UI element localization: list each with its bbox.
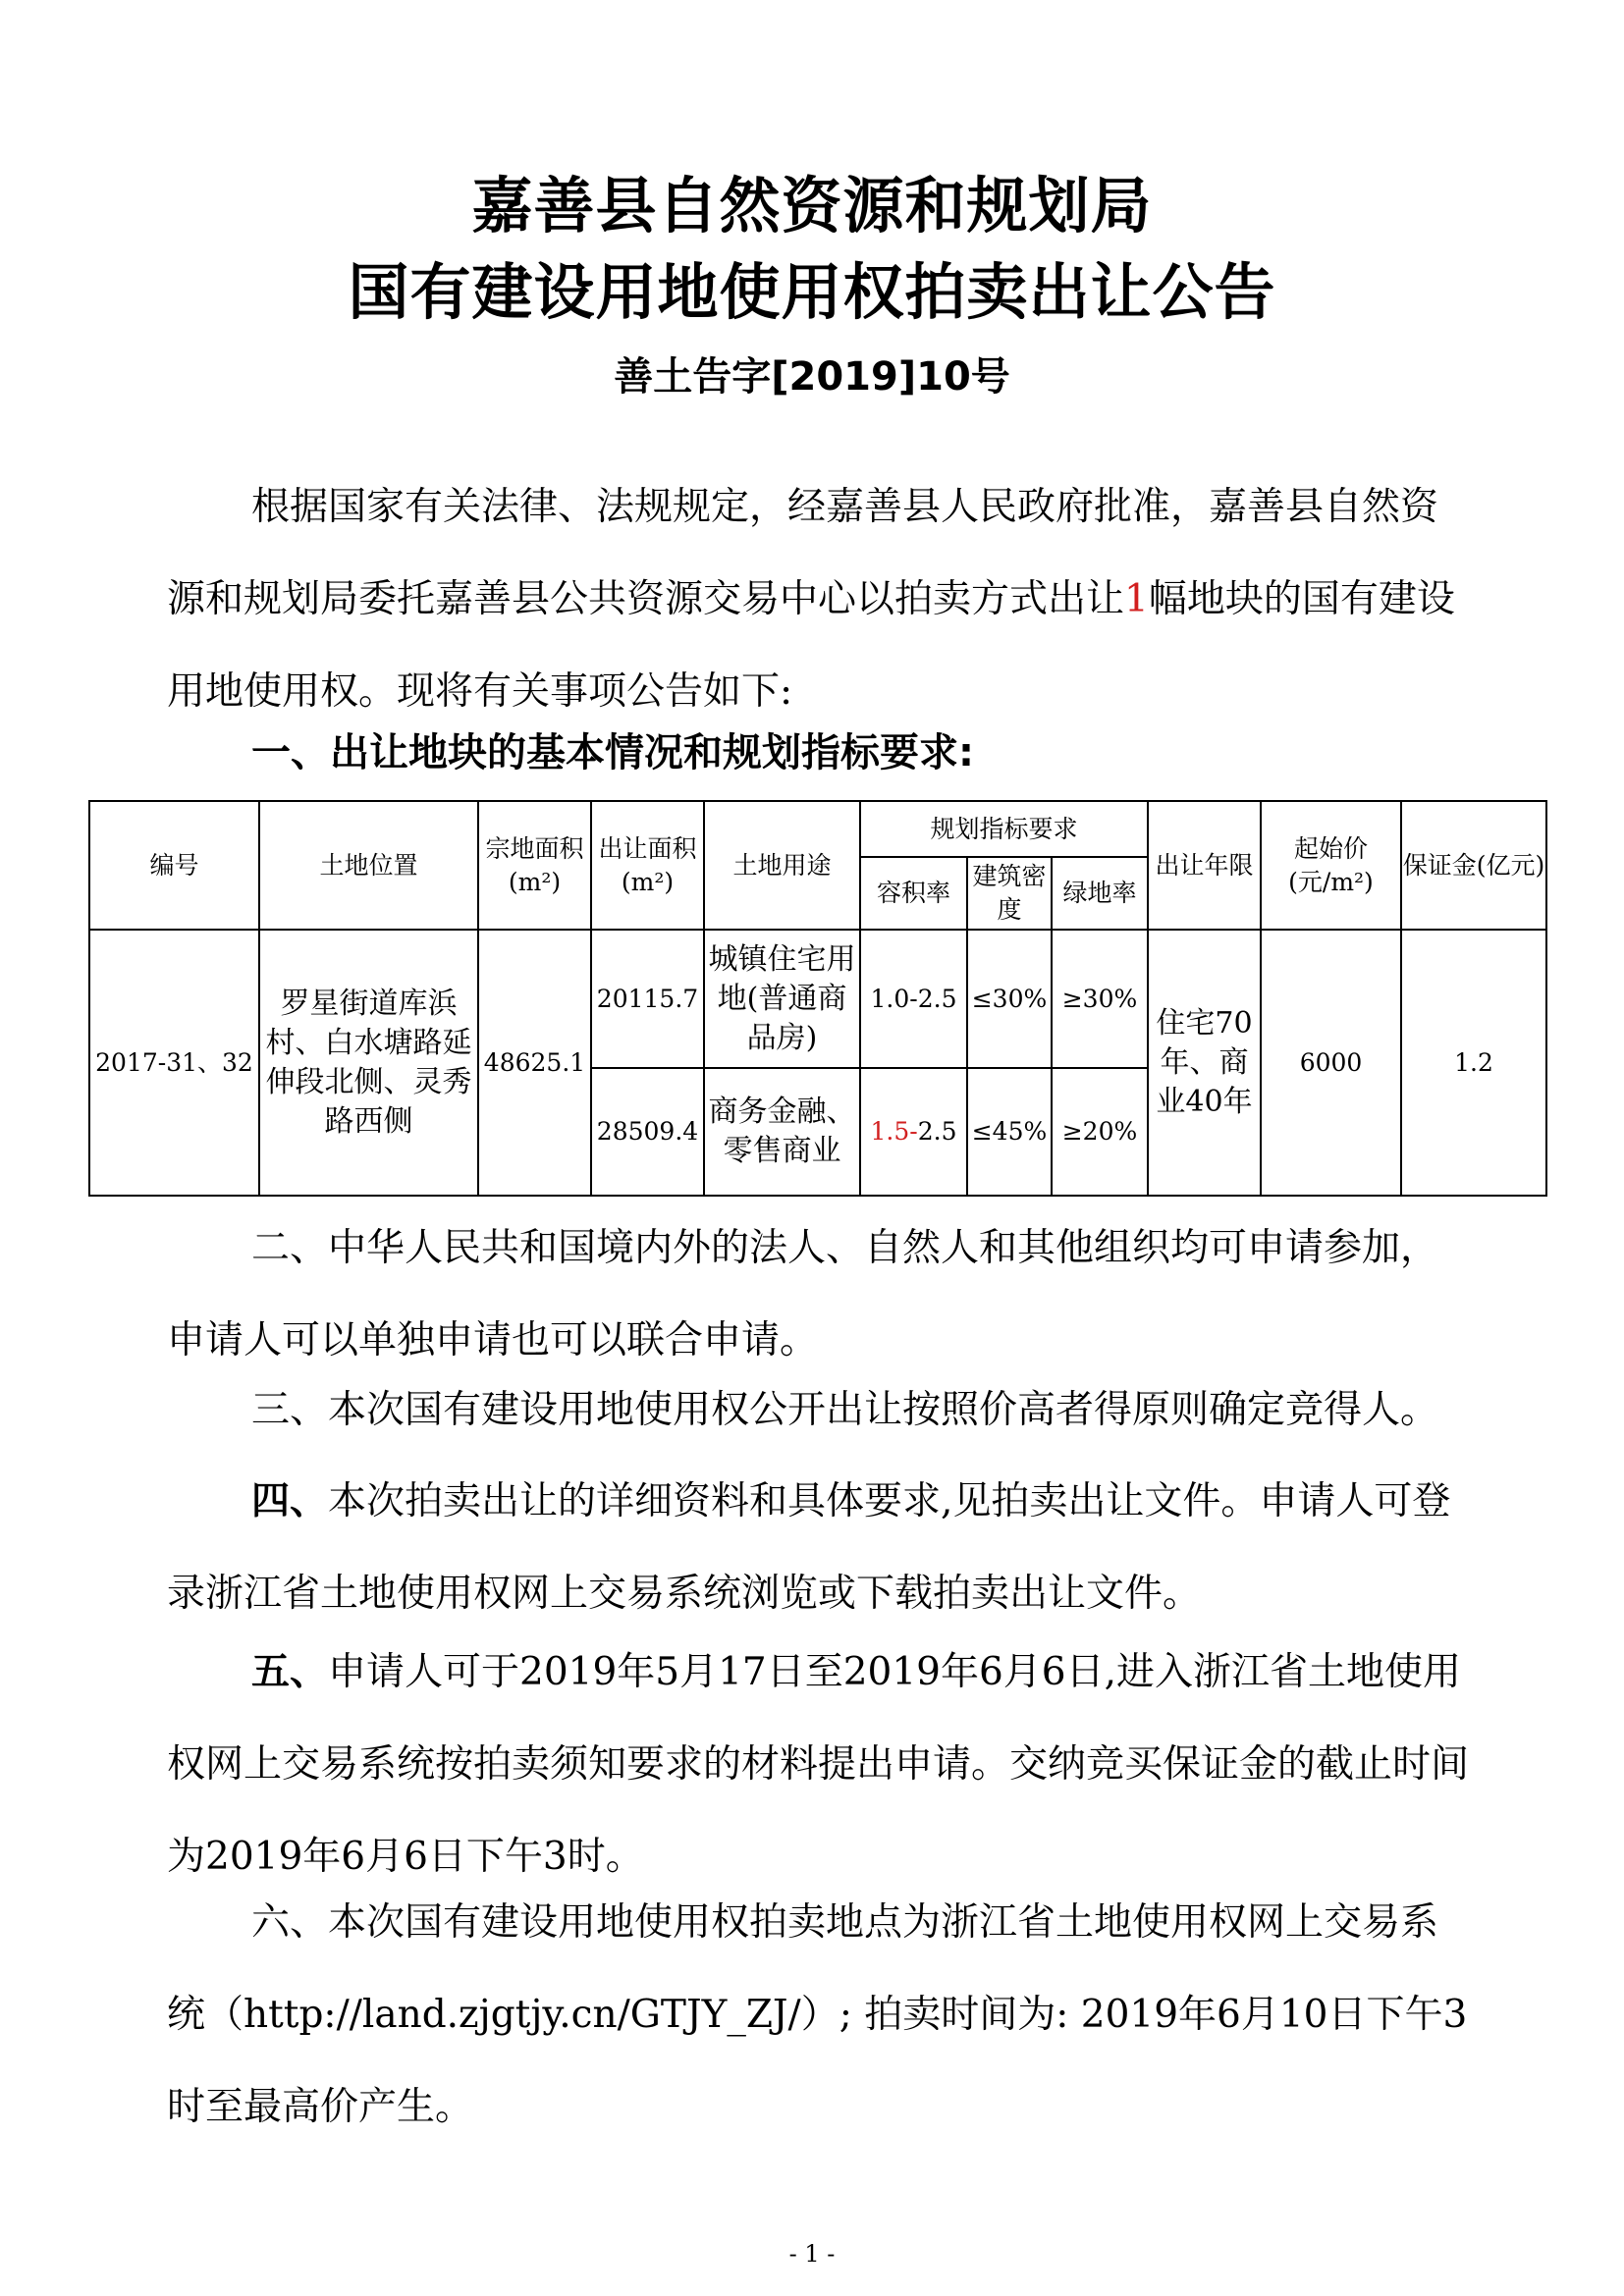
paragraph-4-text: 本次拍卖出让的详细资料和具体要求,见拍卖出让文件。申请人可登录浙江省土地使用权网上交易系统浏览或下载拍卖出让文件。 — [167, 1479, 1451, 1616]
header-planning: 规划指标要求 — [860, 801, 1148, 857]
cell-location: 罗星街道库浜村、白水塘路延伸段北侧、灵秀路西侧 — [259, 930, 478, 1196]
cell-id: 2017-31、32 — [89, 930, 259, 1196]
paragraph-2 — [167, 1202, 1473, 1387]
cell-deposit: 1.2 — [1401, 930, 1546, 1196]
cell-green-2: ≥20% — [1052, 1068, 1148, 1196]
cell-land-use-2: 商务金融、零售商业 — [704, 1068, 860, 1196]
parcel-count: 1 — [1124, 577, 1149, 621]
far-2-rest: 2.5 — [917, 1117, 957, 1146]
cell-term: 住宅70年、商业40年 — [1148, 930, 1261, 1196]
far-2-red-part: 1.5- — [870, 1117, 918, 1146]
header-start-price: 起始价(元/m²) — [1261, 801, 1401, 930]
intro-text-a: 根据国家有关法律、法规规定，经嘉善县人民政府批准，嘉善县自然资源和规划局委托嘉善县公共资源交易中心以拍卖方式出让 — [167, 485, 1439, 621]
header-green: 绿地率 — [1052, 857, 1148, 930]
paragraph-5 — [167, 1626, 1473, 1903]
paragraph-2-text: 二、中华人民共和国境内外的法人、自然人和其他组织均可申请参加，申请人可以单独申请也可以联合申请。 — [167, 1226, 1439, 1362]
header-far: 容积率 — [860, 857, 967, 930]
intro-paragraph — [167, 461, 1473, 738]
header-transfer-area: 出让面积(m²) — [591, 801, 704, 930]
cell-density-2: ≤45% — [967, 1068, 1052, 1196]
paragraph-3-text: 三、本次国有建设用地使用权公开出让按照价高者得原则确定竞得人。 — [251, 1388, 1439, 1432]
title-line-2: 国有建设用地使用权拍卖出让公告 — [348, 256, 1276, 328]
section-1-heading: 一、出让地块的基本情况和规划指标要求: — [251, 730, 974, 775]
cell-land-use-1: 城镇住宅用地(普通商品房) — [704, 930, 860, 1068]
header-location: 土地位置 — [259, 801, 478, 930]
paragraph-4-label: 四、 — [251, 1478, 329, 1523]
header-id: 编号 — [89, 801, 259, 930]
cell-transfer-area-2: 28509.4 — [591, 1068, 704, 1196]
title-line-1: 嘉善县自然资源和规划局 — [471, 170, 1153, 241]
cell-transfer-area-1: 20115.7 — [591, 930, 704, 1068]
intro-text-b: 幅地块的国有建设用地使用权。现将有关事项公告如下: — [167, 577, 1455, 714]
paragraph-3 — [167, 1364, 1473, 1457]
paragraph-4 — [167, 1455, 1473, 1640]
header-land-use: 土地用途 — [704, 801, 860, 930]
page-number: - 1 - — [788, 2240, 836, 2268]
document-number: 善土告字[2019]10号 — [614, 354, 1010, 400]
land-info-table — [88, 800, 1547, 1197]
cell-density-1: ≤30% — [967, 930, 1052, 1068]
cell-green-1: ≥30% — [1052, 930, 1148, 1068]
header-term: 出让年限 — [1148, 801, 1261, 930]
cell-far-2 — [860, 1068, 967, 1196]
cell-far-1: 1.0-2.5 — [860, 930, 967, 1068]
paragraph-5-label: 五、 — [251, 1649, 329, 1694]
header-parcel-area: 宗地面积(m²) — [478, 801, 591, 930]
cell-parcel-area: 48625.1 — [478, 930, 591, 1196]
header-density: 建筑密度 — [967, 857, 1052, 930]
header-deposit: 保证金(亿元) — [1401, 801, 1546, 930]
cell-start-price: 6000 — [1261, 930, 1401, 1196]
paragraph-6 — [167, 1877, 1473, 2154]
paragraph-5-text: 申请人可于2019年5月17日至2019年6月6日,进入浙江省土地使用权网上交易系统按拍卖须知要求的材料提出申请。交纳竞买保证金的截止时间为2019年6月6日下午3时。 — [167, 1650, 1470, 1879]
paragraph-6-text: 六、本次国有建设用地使用权拍卖地点为浙江省土地使用权网上交易系统（http://land.zjgtjy.cn/GTJY_ZJ/）; 拍卖时间为: 2019年6月10日下午3时至最高价产生。 — [167, 1900, 1468, 2129]
